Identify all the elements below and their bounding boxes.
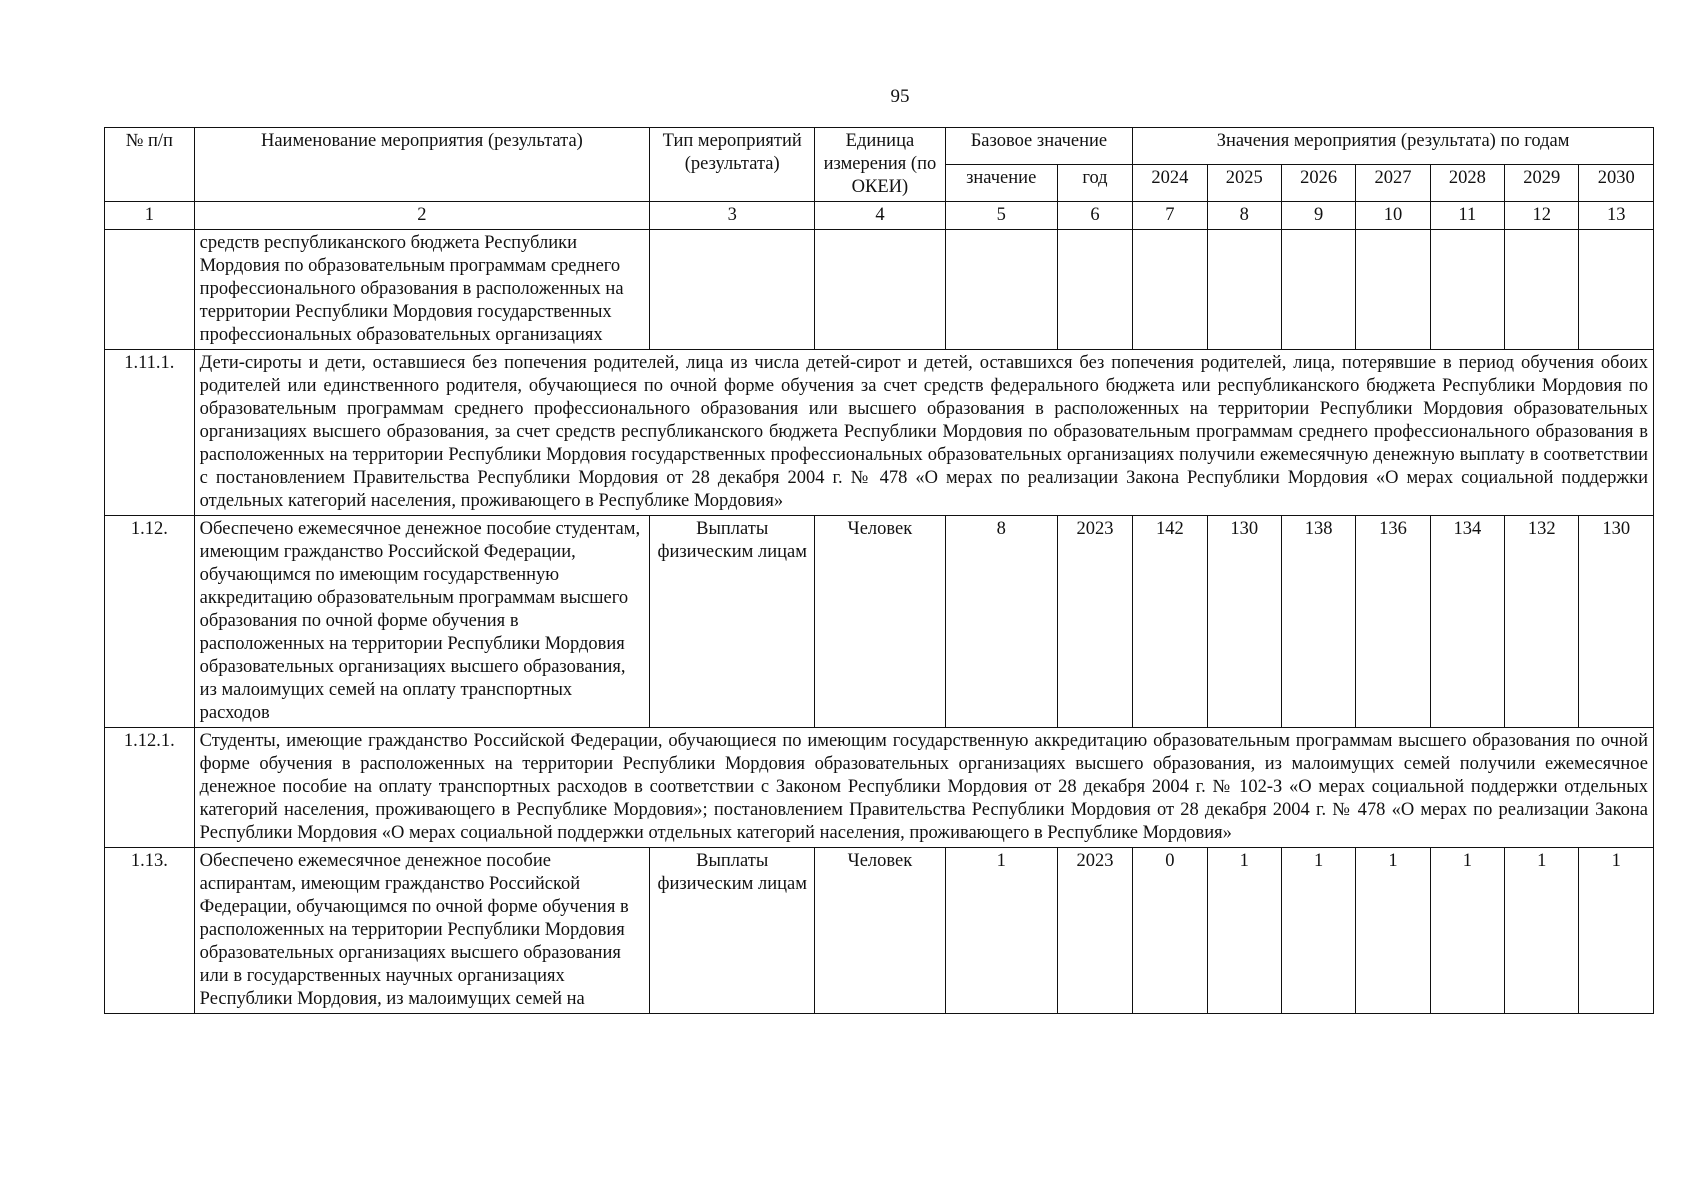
column-number-row	[105, 202, 1654, 230]
table-row-1-11-1	[105, 350, 1654, 516]
row-base-year-cell: 2023	[1057, 848, 1132, 1014]
empty-cell	[1505, 230, 1579, 350]
header-year: 2025	[1207, 165, 1281, 202]
row-type-cell: Выплаты физическим лицам	[650, 516, 815, 728]
header-row-1	[105, 128, 1654, 165]
row-base-year-cell: 2023	[1057, 516, 1132, 728]
row-year-value-cell: 1	[1356, 848, 1430, 1014]
column-number: 4	[815, 202, 945, 230]
table-row-continuation	[105, 230, 1654, 350]
row-year-value-cell: 132	[1505, 516, 1579, 728]
row-year-value-cell: 130	[1579, 516, 1654, 728]
page-number: 95	[890, 86, 910, 107]
column-number: 8	[1207, 202, 1281, 230]
column-number: 11	[1430, 202, 1504, 230]
header-year: 2027	[1356, 165, 1430, 202]
row-year-value-cell: 0	[1133, 848, 1207, 1014]
column-number: 1	[105, 202, 195, 230]
header-year: 2029	[1505, 165, 1579, 202]
row-name-cell: Обеспечено ежемесячное денежное пособие студентам, имеющим гражданство Российской Федерации, обучающимся по имеющим государственную аккредитацию образовательным программам высшего образования по очной форме обучения в расположенных на территории Республики Мордовия образовательных организациях высшего образования, из малоимущих семей на оплату транспортных расходов	[194, 516, 649, 728]
header-year: 2028	[1430, 165, 1504, 202]
row-year-value-cell: 142	[1133, 516, 1207, 728]
row-unit-cell: Человек	[815, 848, 945, 1014]
column-number: 9	[1281, 202, 1355, 230]
row-num-cell: 1.13.	[105, 848, 195, 1014]
header-year: 2030	[1579, 165, 1654, 202]
header-unit: Единица измерения (по ОКЕИ)	[815, 128, 945, 202]
empty-cell	[1133, 230, 1207, 350]
column-number: 7	[1133, 202, 1207, 230]
column-number: 5	[945, 202, 1057, 230]
header-type: Тип мероприятий (результата)	[650, 128, 815, 202]
table-row-1-12	[105, 516, 1654, 728]
header-num: № п/п	[105, 128, 195, 202]
empty-cell	[650, 230, 815, 350]
row-year-value-cell: 138	[1281, 516, 1355, 728]
row-num-cell: 1.12.1.	[105, 728, 195, 848]
row-num-cell: 1.11.1.	[105, 350, 195, 516]
table-row-1-12-1	[105, 728, 1654, 848]
empty-cell	[1356, 230, 1430, 350]
row-year-value-cell: 1	[1207, 848, 1281, 1014]
column-number: 13	[1579, 202, 1654, 230]
row-year-value-cell: 1	[1281, 848, 1355, 1014]
header-base: Базовое значение	[945, 128, 1133, 165]
column-number: 12	[1505, 202, 1579, 230]
row-full-text-cell: Студенты, имеющие гражданство Российской Федерации, обучающиеся по имеющим государственную аккредитацию образовательным программам высшего образования по очной форме обучения в расположенных на территории Республики Мордовия образовательных организациях высшего образования, из малоимущих семей получили ежемесячное денежное пособие на оплату транспортных расходов в соответствии с Законом Республики Мордовия от 28 декабря 2004 г. № 102-З «О мерах социальной поддержки отдельных категорий населения, проживающего в Республике Мордовия»; постановлением Правительства Республики Мордовия от 28 декабря 2004 г. № 478 «О мерах по реализации Закона Республики Мордовия «О мерах социальной поддержки отдельных категорий населения, проживающего в Республике Мордовия»	[194, 728, 1653, 848]
row-year-value-cell: 134	[1430, 516, 1504, 728]
column-number: 10	[1356, 202, 1430, 230]
row-unit-cell: Человек	[815, 516, 945, 728]
column-number: 2	[194, 202, 649, 230]
empty-cell	[1579, 230, 1654, 350]
row-year-value-cell: 130	[1207, 516, 1281, 728]
row-base-value-cell: 8	[945, 516, 1057, 728]
empty-cell	[945, 230, 1057, 350]
row-full-text-cell: Дети-сироты и дети, оставшиеся без попечения родителей, лица из числа детей-сирот и детей, оставшихся без попечения родителей, лица, потерявшие в период обучения обоих родителей или единственного родителя, обучающиеся по очной форме обучения за счет средств федерального бюджета или республиканского бюджета Республики Мордовия по образовательным программам среднего профессионального образования или высшего образования в расположенных на территории Республики Мордовия образовательных организациях высшего образования, за счет средств республиканского бюджета Республики Мордовия по образовательным программам среднего профессионального образования в расположенных на территории Республики Мордовия государственных профессиональных образовательных организациях получили ежемесячную денежную выплату в соответствии с постановлением Правительства Республики Мордовия от 28 декабря 2004 г. № 478 «О мерах по реализации Закона Республики Мордовия «О мерах социальной поддержки отдельных категорий населения, проживающего в Республике Мордовия»	[194, 350, 1653, 516]
header-base-value: значение	[945, 165, 1057, 202]
empty-cell	[1430, 230, 1504, 350]
header-years: Значения мероприятия (результата) по годам	[1133, 128, 1654, 165]
header-base-year: год	[1057, 165, 1132, 202]
table-row-1-13	[105, 848, 1654, 1014]
row-year-value-cell: 1	[1579, 848, 1654, 1014]
header-year: 2024	[1133, 165, 1207, 202]
empty-cell	[1057, 230, 1132, 350]
empty-cell	[1281, 230, 1355, 350]
row-year-value-cell: 1	[1430, 848, 1504, 1014]
header-name: Наименование мероприятия (результата)	[194, 128, 649, 202]
measures-table	[104, 127, 1654, 1014]
row-name-cell: Обеспечено ежемесячное денежное пособие аспирантам, имеющим гражданство Российской Федерации, обучающимся по очной форме обучения в расположенных на территории Республики Мордовия образовательных организациях высшего образования или в государственных научных организациях Республики Мордовия, из малоимущих семей на	[194, 848, 649, 1014]
row-year-value-cell: 136	[1356, 516, 1430, 728]
column-number: 3	[650, 202, 815, 230]
row-base-value-cell: 1	[945, 848, 1057, 1014]
row-num-cell: 1.12.	[105, 516, 195, 728]
row-num-cell	[105, 230, 195, 350]
header-year: 2026	[1281, 165, 1355, 202]
empty-cell	[815, 230, 945, 350]
row-name-cell: средств республиканского бюджета Республики Мордовия по образовательным программам среднего профессионального образования в расположенных на территории Республики Мордовия государственных профессиональных образовательных организациях	[194, 230, 649, 350]
row-type-cell: Выплаты физическим лицам	[650, 848, 815, 1014]
empty-cell	[1207, 230, 1281, 350]
row-year-value-cell: 1	[1505, 848, 1579, 1014]
column-number: 6	[1057, 202, 1132, 230]
